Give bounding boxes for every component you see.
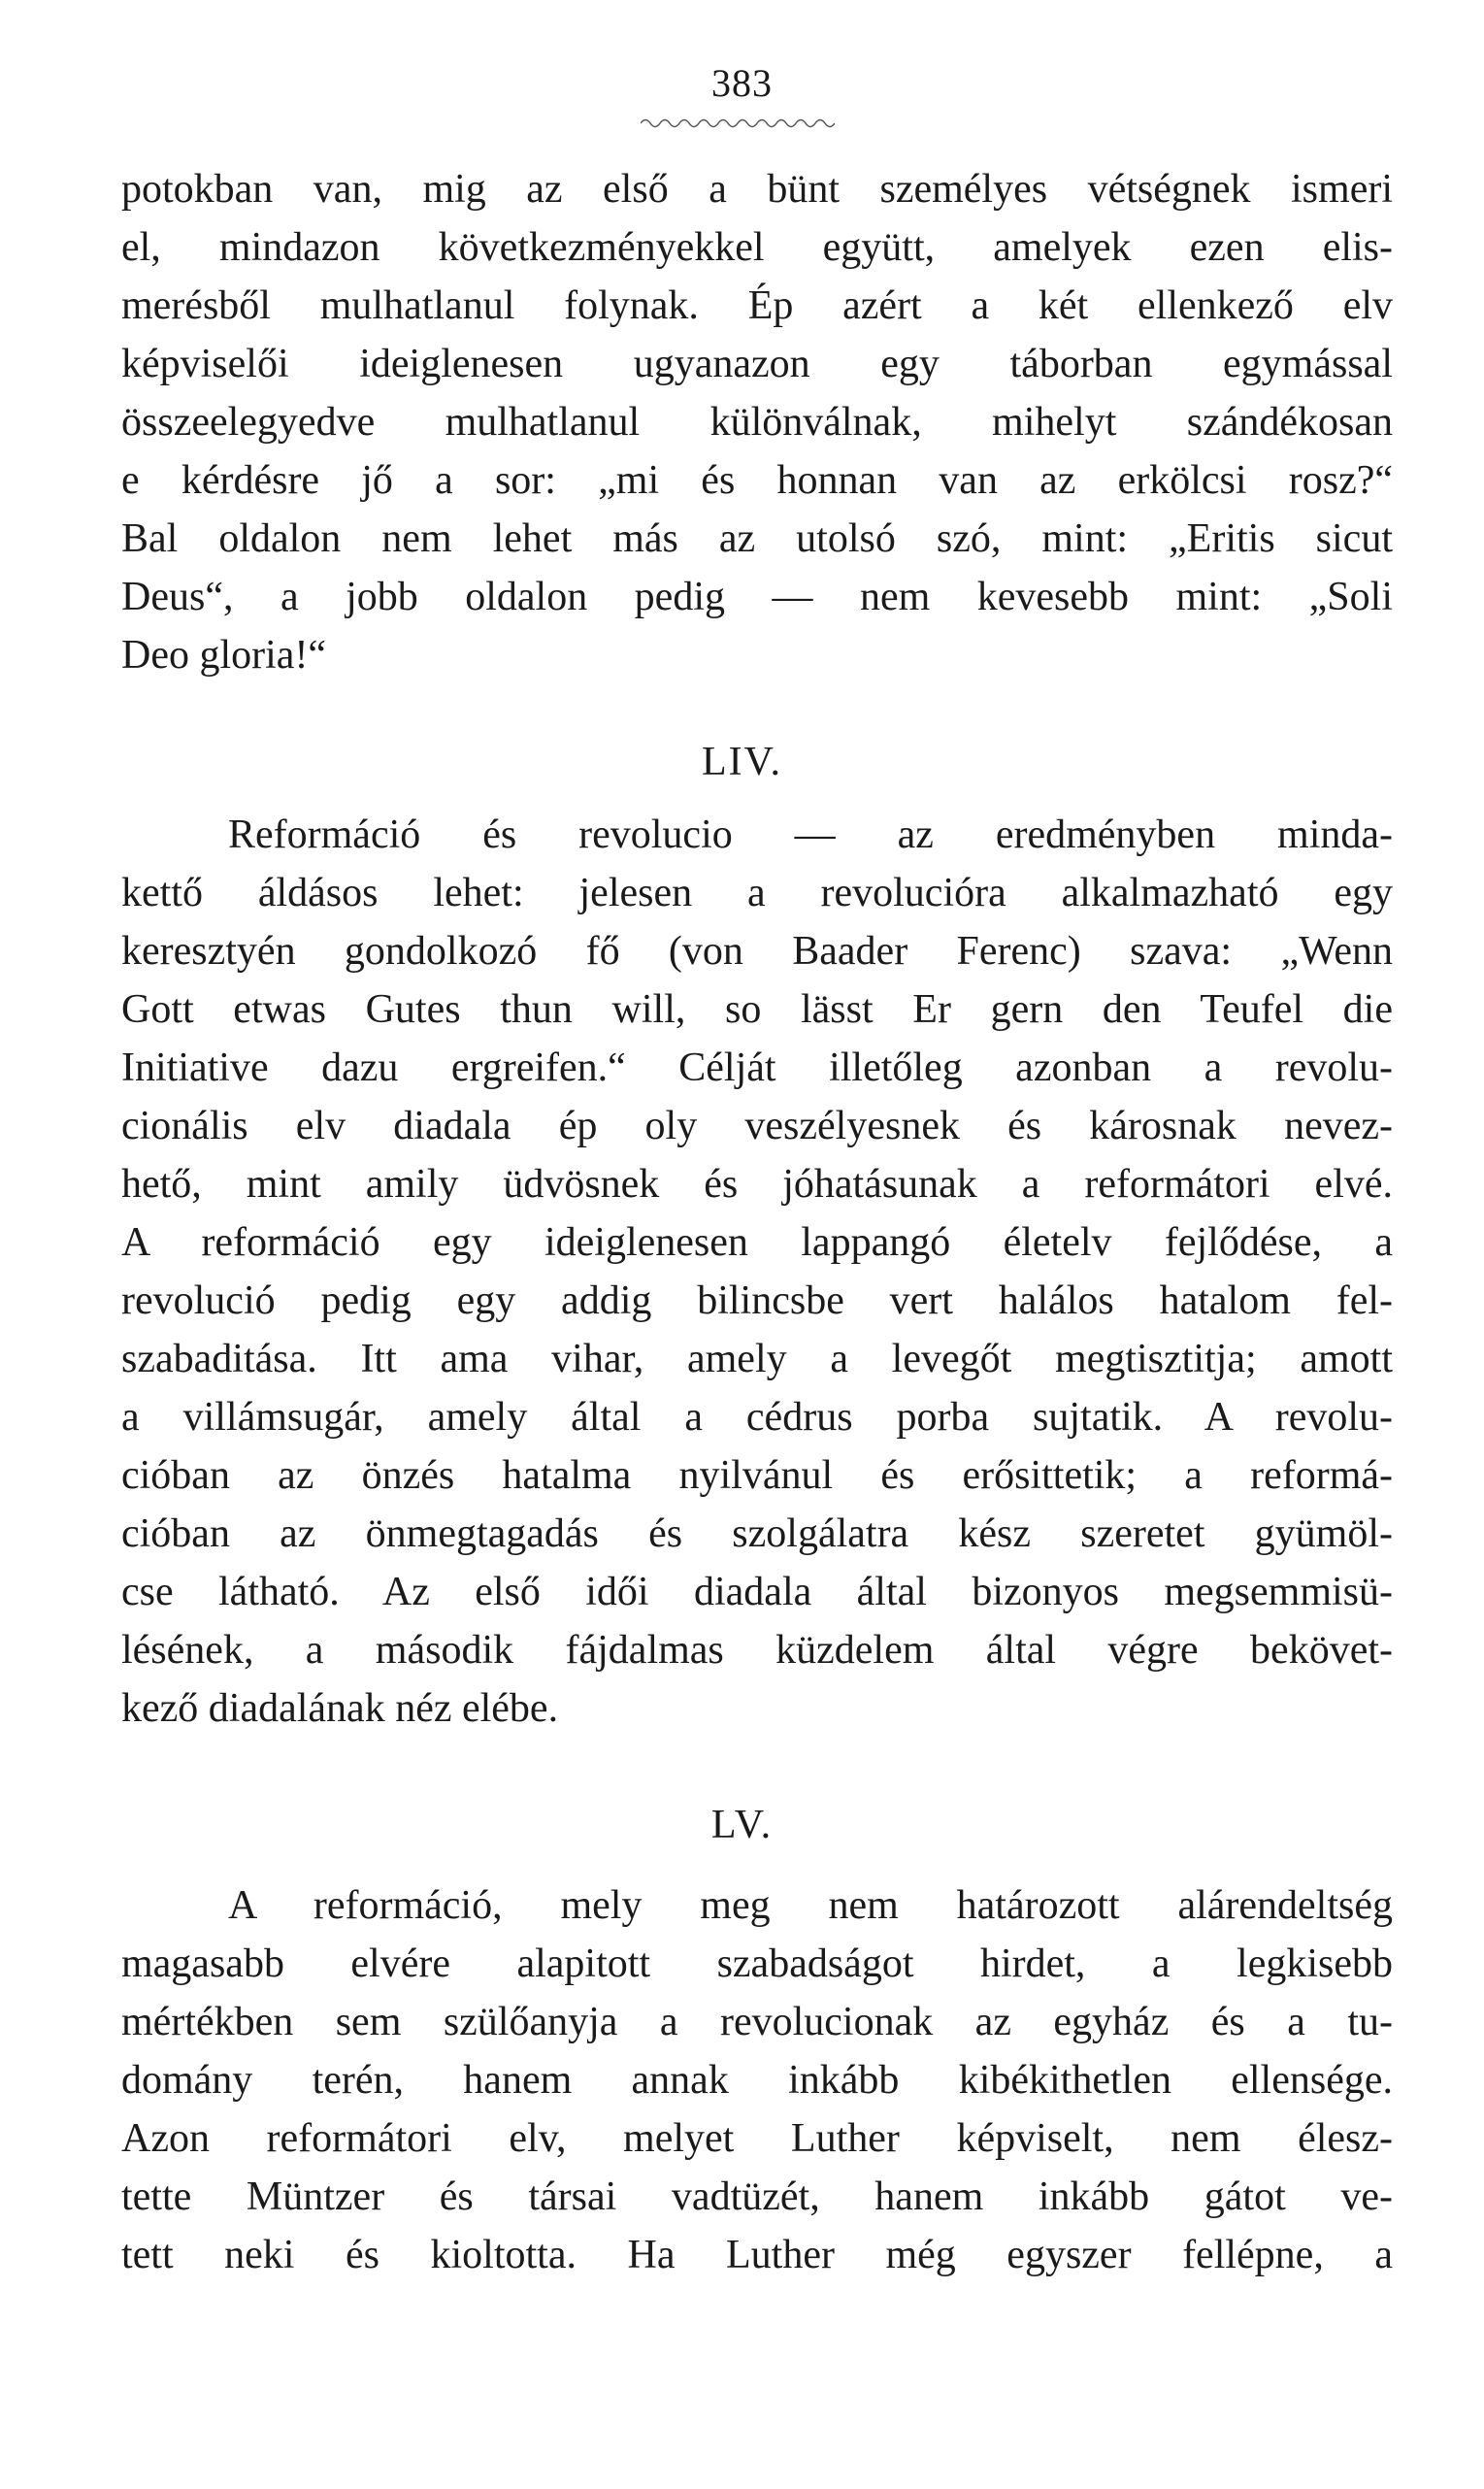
text-line: magasabb elvére alapitott szabadságot hirdet, a legkisebb xyxy=(121,1941,1393,1986)
text-line: összeelegyedve mulhatlanul különválnak, mihelyt szándékosan xyxy=(121,400,1393,445)
text-line: tette Müntzer és társai vadtüzét, hanem inkább gátot ve- xyxy=(121,2174,1393,2219)
text-line: A reformáció egy ideiglenesen lappangó életelv fejlődése, a xyxy=(121,1220,1393,1265)
text-line: képviselői ideiglenesen ugyanazon egy táborban egymással xyxy=(121,342,1393,386)
section-heading-liv: LIV. xyxy=(701,740,783,784)
text-line: tett neki és kioltotta. Ha Luther még egyszer fellépne, a xyxy=(121,2233,1393,2277)
text-line: potokban van, mig az első a bünt személyes vétségnek ismeri xyxy=(121,167,1393,212)
text-line: cióban az önzés hatalma nyilvánul és erősittetik; a reformá- xyxy=(121,1453,1393,1498)
text-line: szabaditása. Itt ama vihar, amely a levegőt megtisztitja; amott xyxy=(121,1337,1393,1381)
section-heading-lv: LV. xyxy=(710,1803,774,1847)
text-line: lésének, a második fájdalmas küzdelem által végre bekövet- xyxy=(121,1628,1393,1673)
text-line: Bal oldalon nem lehet más az utolsó szó, mint: „Eritis sicut xyxy=(121,516,1393,561)
text-line: cse látható. Az első idői diadala által bizonyos megsemmisü- xyxy=(121,1570,1393,1614)
text-line: Azon reformátori elv, melyet Luther képviselt, nem élesz- xyxy=(121,2116,1393,2161)
text-line: keresztyén gondolkozó fő (von Baader Ferenc) szava: „Wenn xyxy=(121,929,1393,974)
text-line: Gott etwas Gutes thun will, so lässt Er gern den Teufel die xyxy=(121,987,1393,1032)
text-line: Reformáció és revolucio — az eredményben minda- xyxy=(228,813,1393,857)
text-line: mértékben sem szülőanyja a revolucionak az egyház és a tu- xyxy=(121,2000,1393,2044)
text-line: Initiative dazu ergreifen.“ Célját illetőleg azonban a revolu- xyxy=(121,1045,1393,1090)
text-line: A reformáció, mely meg nem határozott alárendeltség xyxy=(228,1883,1393,1928)
text-line: e kérdésre jő a sor: „mi és honnan van az erkölcsi rosz?“ xyxy=(121,458,1393,503)
text-line: kező diadalának néz elébe. xyxy=(121,1686,559,1731)
page-number: 383 xyxy=(711,61,773,105)
wavy-ornament xyxy=(641,116,835,130)
text-line: cióban az önmegtagadás és szolgálatra kész szeretet gyümöl- xyxy=(121,1511,1393,1556)
text-line: revolució pedig egy addig bilincsbe vert halálos hatalom fel- xyxy=(121,1278,1393,1323)
text-line: el, mindazon következményekkel együtt, amelyek ezen elis- xyxy=(121,225,1393,270)
text-line: cionális elv diadala ép oly veszélyesnek és károsnak nevez- xyxy=(121,1104,1393,1148)
text-line: merésből mulhatlanul folynak. Ép azért a két ellenkező elv xyxy=(121,283,1393,328)
text-line: Deus“, a jobb oldalon pedig — nem kevesebb mint: „Soli xyxy=(121,575,1393,619)
text-line: hető, mint amily üdvösnek és jóhatásunak a reformátori elvé. xyxy=(121,1162,1393,1207)
text-line: a villámsugár, amely által a cédrus porba sujtatik. A revolu- xyxy=(121,1395,1393,1440)
text-line: kettő áldásos lehet: jelesen a revolucióra alkalmazható egy xyxy=(121,871,1393,915)
text-line: Deo gloria!“ xyxy=(121,633,327,678)
text-line: domány terén, hanem annak inkább kibékithetlen ellensége. xyxy=(121,2058,1393,2103)
